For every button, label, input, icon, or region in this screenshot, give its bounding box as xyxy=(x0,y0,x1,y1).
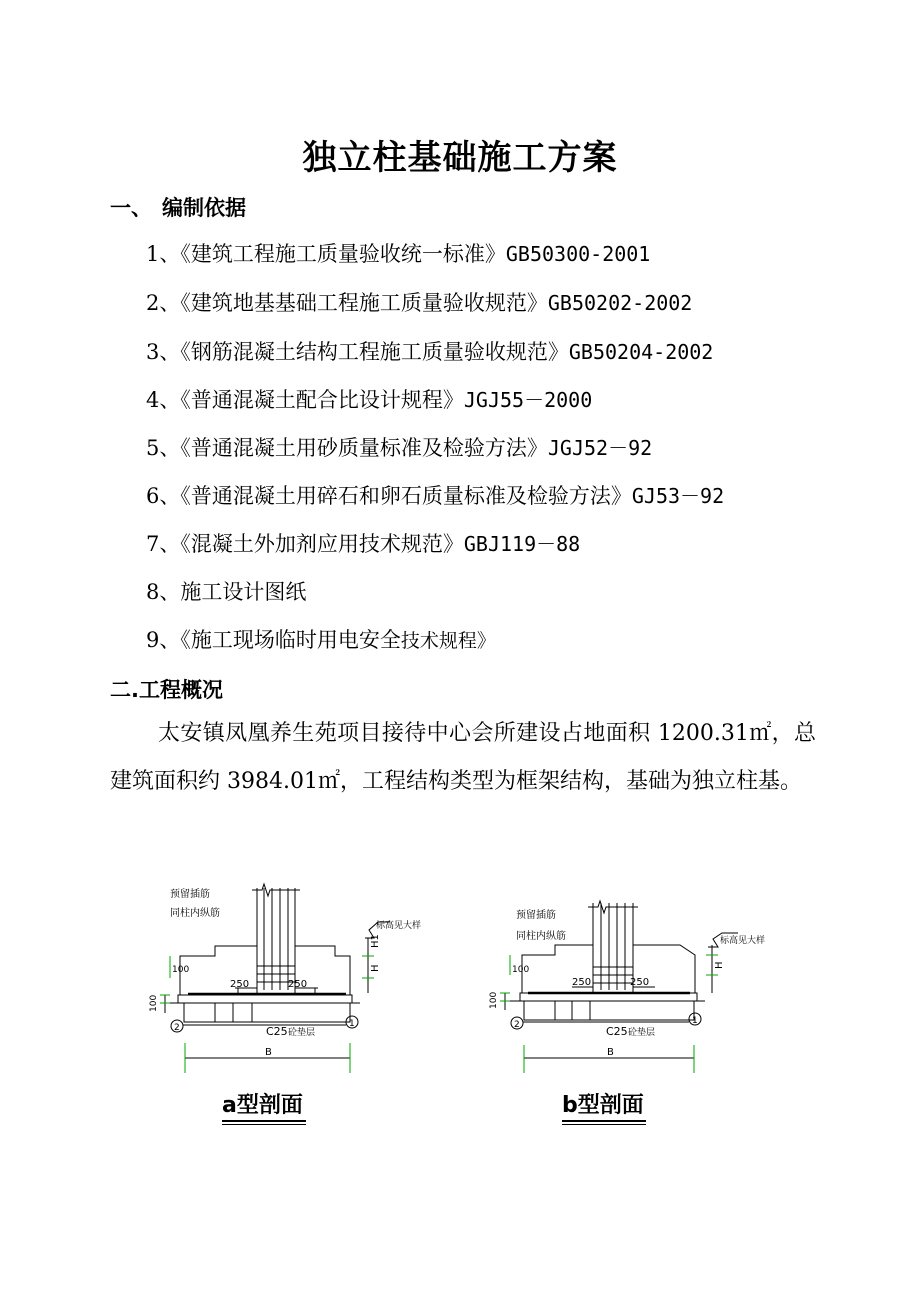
label-elevation: 标高见大样 xyxy=(376,921,422,931)
label-elevation: 标高见大样 xyxy=(720,936,766,946)
foundation-section-a-drawing xyxy=(140,878,422,1078)
reference-item xyxy=(146,336,713,366)
caption-a: a型剖面 xyxy=(222,1093,303,1118)
axis-label-1: 1 xyxy=(349,1019,355,1029)
label-pad: 砼垫层 xyxy=(628,1028,656,1038)
section-heading-overview: 二.工程概况 xyxy=(110,678,223,702)
dim-250-left: 250 xyxy=(230,979,250,990)
reference-title-suffix: 技术规程》 xyxy=(400,630,496,652)
reference-item xyxy=(146,432,652,462)
reference-title: 6、《普通混凝土用碎石和卵石质量标准及检验方法》 xyxy=(146,484,632,508)
reference-item xyxy=(146,384,592,414)
label-h: H xyxy=(714,961,725,969)
label-reserved-rebar: 预留插筋 xyxy=(516,910,556,921)
concrete-pad xyxy=(524,1001,694,1020)
dim-250-right: 250 xyxy=(288,979,308,990)
reference-code: JGJ52－92 xyxy=(547,436,653,460)
reference-item xyxy=(146,287,692,317)
reference-code: GBJ119－88 xyxy=(463,532,581,556)
foundation-section-b-drawing xyxy=(480,895,766,1080)
caption-a-underline-thin xyxy=(222,1124,306,1125)
reference-title: 7、《混凝土外加剂应用技术规范》 xyxy=(146,532,464,556)
page-title: 独立柱基础施工方案 xyxy=(302,138,618,178)
dim-250-left: 250 xyxy=(572,977,592,988)
reference-title: 8、施工设计图纸 xyxy=(146,580,307,604)
reference-code: GB50300-2001 xyxy=(505,242,651,266)
reference-item xyxy=(146,480,724,510)
reference-title: 1、《建筑工程施工质量验收统一标准》 xyxy=(146,242,506,266)
dim-250-right: 250 xyxy=(630,977,650,988)
reference-title: 5、《普通混凝土用砂质量标准及检验方法》 xyxy=(146,436,548,460)
label-pad: 砼垫层 xyxy=(288,1028,316,1038)
label-b: B xyxy=(265,1047,272,1058)
dim-100-top: 100 xyxy=(172,965,190,975)
reference-title: 3、《钢筋混凝土结构工程施工质量验收规范》 xyxy=(146,340,569,364)
section-title: 编制依据 xyxy=(162,196,246,220)
label-reserved-rebar: 预留插筋 xyxy=(170,889,210,900)
label-column-rebar: 同柱内纵筋 xyxy=(516,931,566,942)
reference-item xyxy=(146,528,580,558)
reference-code: GJ53－92 xyxy=(631,484,725,508)
reference-code: JGJ55－2000 xyxy=(463,388,593,412)
reference-title: 2、《建筑地基基础工程施工质量验收规范》 xyxy=(146,291,548,315)
axis-label-1: 1 xyxy=(692,1016,698,1026)
caption-b: b型剖面 xyxy=(562,1093,644,1118)
caption-b-underline-thin xyxy=(562,1124,646,1125)
reference-code: GB50204-2002 xyxy=(568,340,714,364)
reference-title: 9、《施工现场临时用电安全 xyxy=(146,628,401,652)
reference-item xyxy=(146,576,306,606)
section-heading-basis xyxy=(110,192,246,222)
reference-code: GB50202-2002 xyxy=(547,291,693,315)
concrete-pad xyxy=(184,1003,350,1022)
dim-100-top: 100 xyxy=(512,965,530,975)
label-h1: H1 xyxy=(370,934,381,948)
reference-item xyxy=(146,238,650,268)
section-number: 一、 xyxy=(110,196,152,220)
caption-a-underline xyxy=(222,1120,306,1122)
axis-label-2: 2 xyxy=(174,1023,180,1033)
label-c25: C25 xyxy=(266,1025,288,1038)
caption-b-underline xyxy=(562,1120,646,1122)
label-b: B xyxy=(607,1047,614,1058)
dim-100-side: 100 xyxy=(489,991,499,1009)
label-c25: C25 xyxy=(606,1025,628,1038)
reference-item xyxy=(146,624,496,654)
label-h: H xyxy=(370,964,381,972)
overview-paragraph: 太安镇凤凰养生苑项目接待中心会所建设占地面积 1200.31㎡，总建筑面积约 3984.01㎡，工程结构类型为框架结构，基础为独立柱基。 xyxy=(110,721,816,794)
label-column-rebar: 同柱内纵筋 xyxy=(170,908,220,919)
axis-label-2: 2 xyxy=(514,1020,520,1030)
reference-title: 4、《普通混凝土配合比设计规程》 xyxy=(146,388,464,412)
dim-100-side: 100 xyxy=(149,994,159,1012)
